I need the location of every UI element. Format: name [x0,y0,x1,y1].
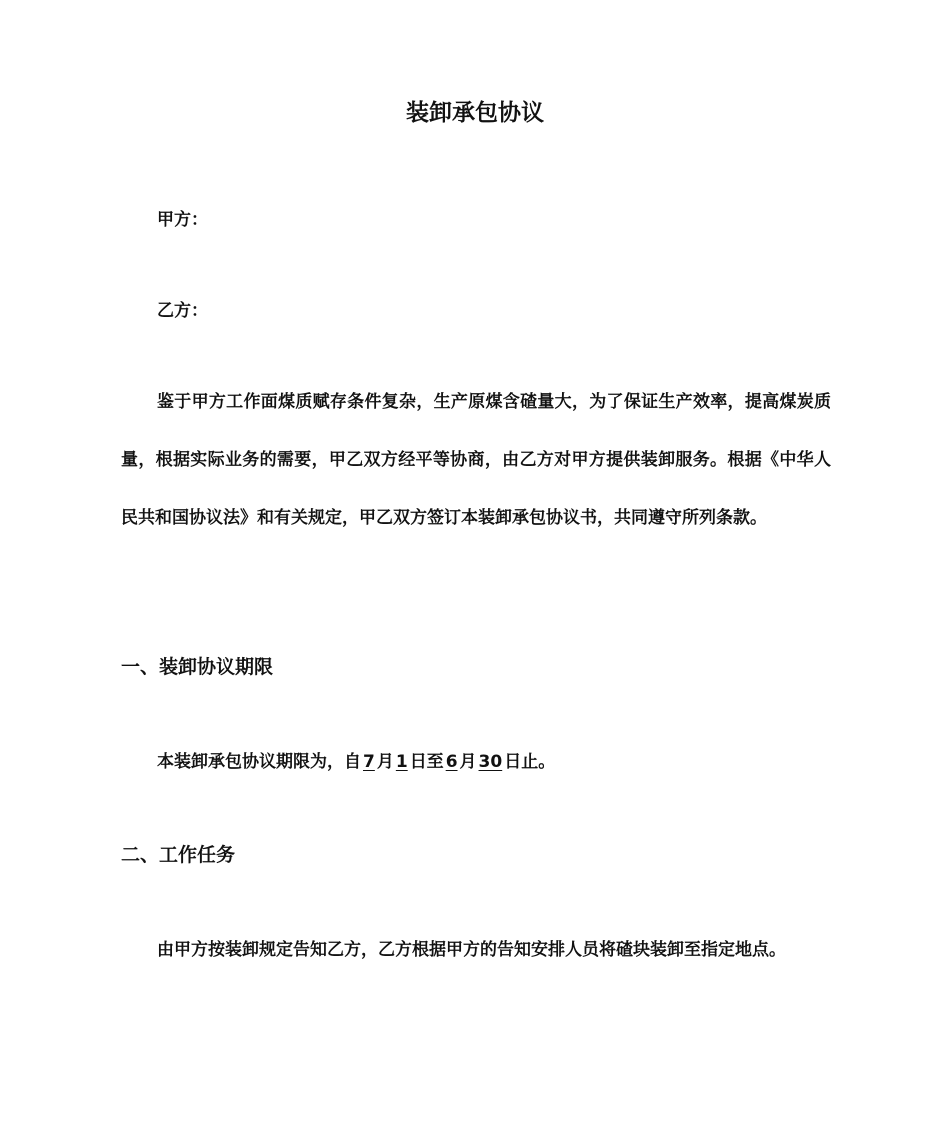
document-title: 装卸承包协议 [406,100,544,126]
term-text-prefix: 本装卸承包协议期限为，自 [157,752,361,772]
end-day-value: 30 [478,752,503,772]
section-1-heading: 一、装卸协议期限 [121,656,274,678]
start-month-value: 7 [363,752,375,772]
month-label: 月 [459,752,477,772]
month-label: 月 [376,752,394,772]
party-a-label: 甲方： [157,210,208,230]
preamble-paragraph: 鉴于甲方工作面煤质赋存条件复杂，生产原煤含碴量大，为了保证生产效率，提高煤炭质量，根据实际业务的需要，甲乙双方经平等协商，由乙方对甲方提供装卸服务。根据《中华人民共和国协议法》和有关规定，甲乙双方签订本装卸承包协议书，共同遵守所列条款。 [121,392,831,528]
end-month-value: 6 [445,752,458,772]
section-2-text: 由甲方按装卸规定告知乙方，乙方根据甲方的告知安排人员将碴块装卸至指定地点。 [157,940,786,960]
party-b-label: 乙方： [157,301,208,321]
section-1-term-line [157,750,555,774]
section-2-heading: 二、工作任务 [121,844,236,866]
start-day-value: 1 [395,752,408,772]
day-to-label: 日至 [409,752,444,772]
day-end-label: 日止。 [504,752,556,772]
